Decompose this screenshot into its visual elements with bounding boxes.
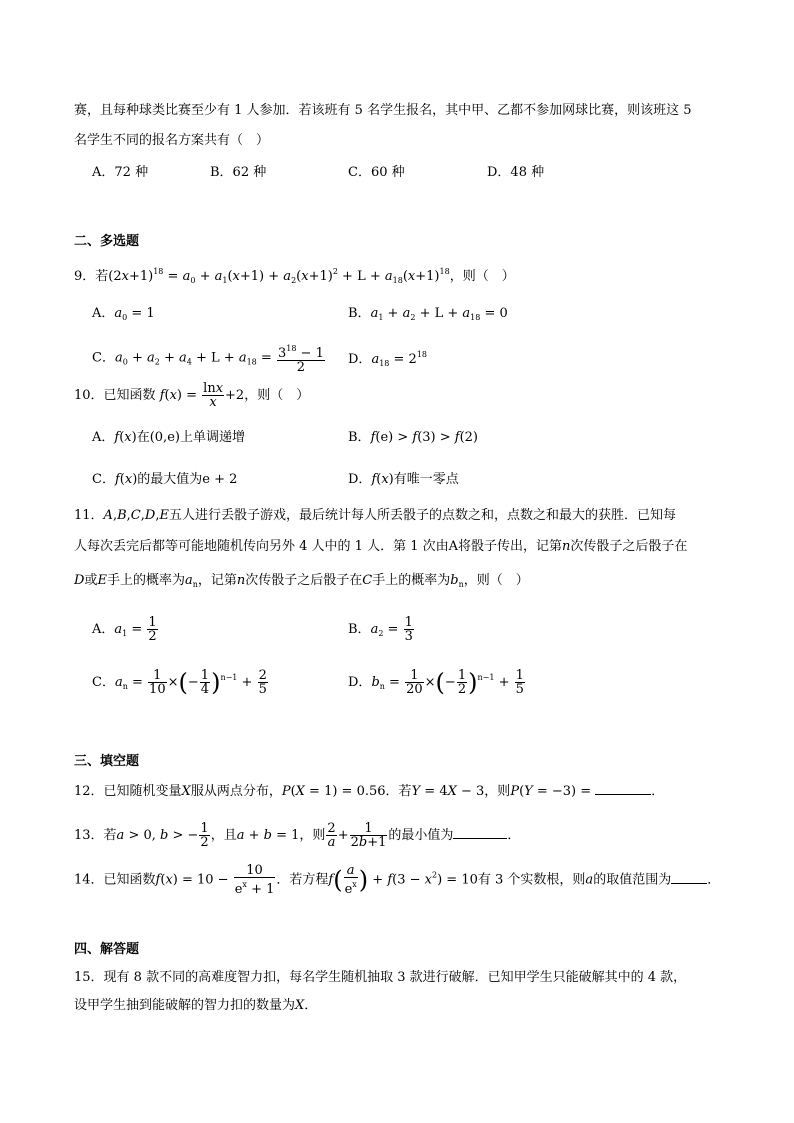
q11-line1: 11．A,B,C,D,E五人进行丢骰子游戏，最后统计每人所丢骰子的点数之和，点数之和最大的获胜．已知每 bbox=[74, 508, 676, 523]
q10-stem: 10．已知函数 f(x) = $\frac{\ln x}{x}$ +2，则（ ） bbox=[74, 381, 310, 410]
q10-option-d: D．f(x)有唯一零点 bbox=[348, 472, 459, 487]
q9-stem: 9．若$(2x+1)^{18} = a_0 + a_1(x+1) + a_2(x+1)^2 + L + a_{18}(x+1)^{18}$，则（ ） bbox=[74, 267, 515, 285]
q11-line3: D或E手上的概率为$a_n$，记第n次传骰子之后骰子在C手上的概率为$b_n$，则（ ） bbox=[74, 573, 529, 589]
q9-option-d: D．$a_{18} = 2^{18}$ bbox=[348, 350, 428, 368]
q9-option-b: B．$a_1 + a_2 + L + a_{18} = 0$ bbox=[348, 306, 508, 322]
section-heading-solutions: 四、解答题 bbox=[74, 942, 140, 957]
q8-option-c: C．60 种 bbox=[348, 165, 405, 180]
q10-option-c: C．f(x)的最大值为e + 2 bbox=[92, 472, 238, 487]
q11-option-a: A．$a_1$ = $\frac{1}{2}$ bbox=[92, 615, 157, 644]
q9-option-c: C．$a_0 + a_2 + a_4 + L + a_{18}$ = $\frac{3^{18} - 1}{2}$ bbox=[92, 344, 324, 375]
q11-option-b: B．$a_2$ = $\frac{1}{3}$ bbox=[348, 615, 413, 644]
q9-option-a: A．$a_0 = 1$ bbox=[92, 306, 155, 322]
q11-line2: 人每次丢完后都等可能地随机传向另外 4 人中的 1 人．第 1 次由A将骰子传出，记第n次传骰子之后骰子在 bbox=[74, 539, 688, 554]
q11-option-c: C．$a_n$ = $\frac{1}{10}$ ×(− $\frac{1}{4}$ )$^{n-1}$ + $\frac{2}{5}$ bbox=[92, 668, 267, 697]
q13-answer-blank[interactable] bbox=[453, 826, 507, 839]
section-heading-multiple-choice: 二、多选题 bbox=[74, 234, 140, 249]
q15-line2: 设甲学生抽到能破解的智力扣的数量为X． bbox=[74, 998, 318, 1013]
q12-stem: 12．已知随机变量X服从两点分布，P(X = 1) = 0.56．若Y = 4X − 3，则P(Y = −3) = ． bbox=[74, 784, 665, 799]
q11-option-d: D．$b_n$ = $\frac{1}{20}$ ×(− $\frac{1}{2}$ )$^{n-1}$ + $\frac{1}{5}$ bbox=[348, 668, 524, 697]
q10-option-a: A．f(x)在(0,e)上单调递增 bbox=[92, 430, 245, 445]
q12-answer-blank[interactable] bbox=[595, 782, 651, 795]
q14-stem: 14．已知函数f(x) = 10 − $\frac{10}{e^x + 1}$ ．若方程f( $\frac{a}{e^x}$ ) + $f(3 - x^2) = 10$有 3 个实数根，则a的取值范围为 ． bbox=[74, 863, 721, 897]
q8-option-a: A．72 种 bbox=[92, 165, 149, 180]
q15-line1: 15．现有 8 款不同的高难度智力扣，每名学生随机抽取 3 款进行破解．已知甲学生只能破解其中的 4 款， bbox=[74, 970, 687, 985]
q8-option-b: B．62 种 bbox=[210, 165, 267, 180]
q13-stem: 13．若a > 0, b > − $\frac{1}{2}$ ，且a + b = 1，则 $\frac{2}{a}$ + $\frac{1}{2b+1}$ 的最小值为 ． bbox=[74, 821, 521, 850]
q8-line1: 赛，且每种球类比赛至少有 1 人参加．若该班有 5 名学生报名，其中甲、乙都不参加网球比赛，则该班这 5 bbox=[74, 103, 692, 118]
q8-line2: 名学生不同的报名方案共有（ ） bbox=[74, 133, 270, 148]
section-heading-fill-in: 三、填空题 bbox=[74, 754, 140, 769]
q8-option-d: D．48 种 bbox=[487, 165, 545, 180]
q10-option-b: B．f(e) > f(3) > f(2) bbox=[348, 430, 478, 445]
q14-answer-blank[interactable] bbox=[671, 871, 707, 884]
